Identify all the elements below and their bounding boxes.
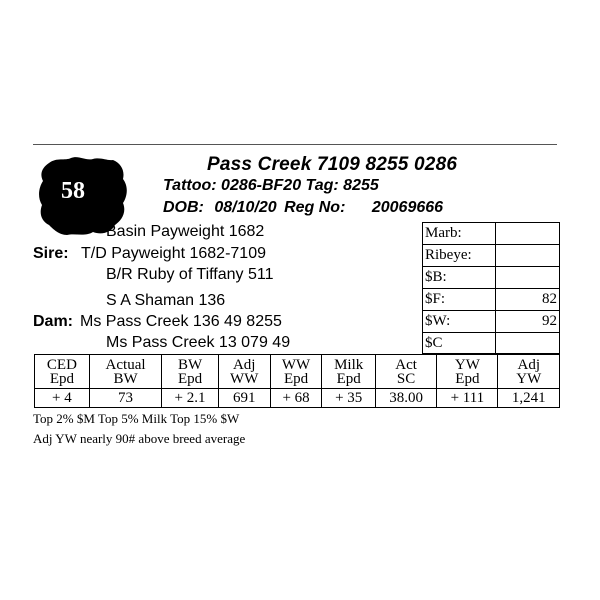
header-actual-bw: Actual BW — [89, 355, 161, 389]
maternal-grandsire: S A Shaman 136 — [106, 292, 226, 309]
header-act-sc: Act SC — [375, 355, 436, 389]
bw-epd-value: + 2.1 — [162, 389, 219, 408]
adj-ww-value: 691 — [218, 389, 270, 408]
b-index-row — [423, 267, 559, 289]
value-index-box — [422, 222, 560, 354]
marb-label: Marb: — [425, 225, 462, 241]
c-index-label: $C — [425, 335, 443, 351]
reg-label: Reg No: — [284, 199, 346, 216]
header-adj-ww: Adj WW — [218, 355, 270, 389]
ribeye-row — [423, 245, 559, 267]
dob-label: DOB: — [163, 199, 204, 216]
f-index-value: 82 — [542, 291, 557, 307]
w-index-row — [423, 311, 559, 333]
header-yw-epd: YW Epd — [437, 355, 498, 389]
sire-name: T/D Payweight 1682-7109 — [81, 245, 266, 262]
ced-epd-value: + 4 — [52, 390, 72, 406]
act-sc-value: 38.00 — [375, 389, 436, 408]
dam-name: Ms Pass Creek 136 49 8255 — [80, 313, 282, 330]
w-index-label: $W: — [425, 313, 451, 329]
header-ced-epd: CED Epd — [46, 356, 77, 387]
adj-yw-note: Adj YW nearly 90# above breed average — [33, 431, 246, 446]
lot-number: 58 — [61, 178, 85, 204]
yw-epd-value: + 111 — [437, 389, 498, 408]
tattoo-tag-line: Tattoo: 0286-BF20 Tag: 8255 — [163, 177, 379, 194]
adj-yw-value: 1,241 — [498, 389, 560, 408]
reg-value: 20069666 — [371, 199, 444, 216]
table-row — [35, 389, 560, 408]
header-adj-yw: Adj YW — [498, 355, 560, 389]
top-divider — [33, 144, 557, 145]
sire-label: Sire: — [33, 245, 69, 262]
maternal-granddam: Ms Pass Creek 13 079 49 — [106, 334, 291, 351]
milk-epd-value: + 35 — [322, 389, 375, 408]
dob-reg-line — [163, 199, 443, 217]
f-index-row — [423, 289, 559, 311]
animal-title: Pass Creek 7109 8255 0286 — [207, 154, 458, 175]
paternal-grandsire: Basin Payweight 1682 — [106, 223, 265, 240]
actual-bw-value: 73 — [89, 389, 161, 408]
dam-label: Dam: — [33, 313, 74, 330]
table-header-row — [35, 355, 560, 389]
f-index-label: $F: — [425, 291, 446, 307]
header-milk-epd: Milk Epd — [322, 355, 375, 389]
c-index-row — [423, 333, 559, 355]
header-bw-epd: BW Epd — [162, 355, 219, 389]
b-index-label: $B: — [425, 269, 447, 285]
ranking-note: Top 2% $M Top 5% Milk Top 15% $W — [33, 411, 240, 426]
ribeye-label: Ribeye: — [425, 247, 472, 263]
w-index-value: 92 — [542, 313, 557, 329]
header-ww-epd: WW Epd — [270, 355, 322, 389]
ww-epd-value: + 68 — [270, 389, 322, 408]
performance-table — [34, 354, 560, 408]
marb-row — [423, 223, 559, 245]
dob-value: 08/10/20 — [214, 199, 277, 216]
paternal-granddam: B/R Ruby of Tiffany 511 — [106, 266, 274, 283]
